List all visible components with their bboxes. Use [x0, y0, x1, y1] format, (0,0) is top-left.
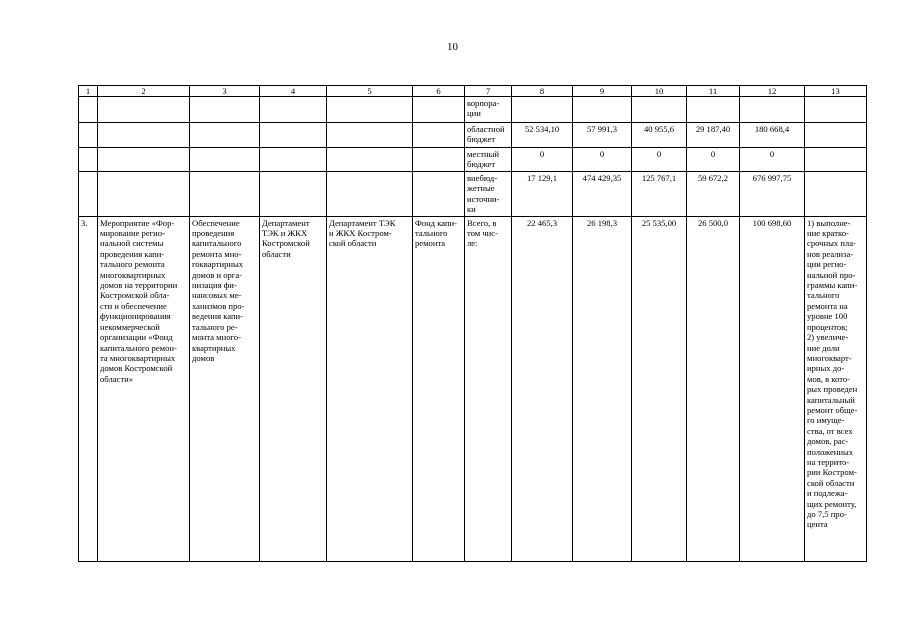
table-cell: 100 698,60: [740, 216, 805, 561]
table-header-row: [79, 86, 867, 97]
table-cell: [260, 148, 327, 172]
table-cell: 0: [687, 148, 740, 172]
table-cell: [327, 123, 413, 148]
table-cell: корпора- ции: [465, 97, 512, 123]
table-cell: [98, 97, 190, 123]
table-cell: 180 668,4: [740, 123, 805, 148]
table-cell: внебюд- жетные источни- ки: [465, 172, 512, 217]
table-cell: [98, 172, 190, 217]
table-cell: [260, 123, 327, 148]
table-cell: 52 534,10: [512, 123, 573, 148]
table-cell: 474 429,35: [573, 172, 632, 217]
table-cell: 125 767,1: [632, 172, 687, 217]
table-cell: [79, 123, 98, 148]
page-number: 10: [447, 41, 458, 53]
column-header: 13: [805, 86, 867, 97]
table-cell: [413, 97, 465, 123]
table-cell: Всего, в том чис- ле:: [465, 216, 512, 561]
table-cell: [805, 148, 867, 172]
column-header: 6: [413, 86, 465, 97]
table-cell: [190, 148, 260, 172]
table-cell: [190, 123, 260, 148]
table-cell: 17 129,1: [512, 172, 573, 217]
column-header: 8: [512, 86, 573, 97]
table-cell: 29 187,40: [687, 123, 740, 148]
table-cell: 3.: [79, 216, 98, 561]
table-cell: 0: [573, 148, 632, 172]
table-cell: 676 997,75: [740, 172, 805, 217]
column-header: 2: [98, 86, 190, 97]
table-cell: [98, 148, 190, 172]
table-cell: [805, 97, 867, 123]
column-header: 1: [79, 86, 98, 97]
table-cell: [79, 148, 98, 172]
table-cell: [687, 97, 740, 123]
table-row: [79, 97, 867, 123]
table-cell: 25 535,00: [632, 216, 687, 561]
table-cell: [632, 97, 687, 123]
table-cell: [413, 172, 465, 217]
column-header: 5: [327, 86, 413, 97]
table-cell: [413, 148, 465, 172]
table-cell: [413, 123, 465, 148]
column-header: 11: [687, 86, 740, 97]
table-row: [79, 148, 867, 172]
table-cell: [190, 172, 260, 217]
table-cell: [327, 172, 413, 217]
table-cell: [260, 97, 327, 123]
table-cell: Департамент ТЭК и ЖКХ Костром- ской области: [327, 216, 413, 561]
table-cell: 22 465,3: [512, 216, 573, 561]
table-cell: [98, 123, 190, 148]
table-row: [79, 216, 867, 561]
table-cell: 26 198,3: [573, 216, 632, 561]
table-cell: [190, 97, 260, 123]
table-cell: 0: [632, 148, 687, 172]
table-cell: 57 991,3: [573, 123, 632, 148]
table-cell: Фонд капи- тального ремонта: [413, 216, 465, 561]
program-table: [78, 85, 867, 562]
column-header: 12: [740, 86, 805, 97]
table-cell: 0: [512, 148, 573, 172]
column-header: 7: [465, 86, 512, 97]
table-cell: [740, 97, 805, 123]
table-cell: 1) выполне- ние кратко- срочных пла- нов реализа- ции регио- нальной про- граммы капи- тального ремонта на уровне 100 процентов; 2) увеличе- ние доли многокварт- ирных до- мов, в кото- рых проведен капитальный ремонт обще- го имуще- ства, от всех домов, рас- положенных на террито- рии Костром- ской области и подлежа- щих ремонту, до 7,5 про- цента: [805, 216, 867, 561]
table-cell: [79, 172, 98, 217]
table-cell: [79, 97, 98, 123]
table-cell: Обеспечение проведения капитального ремонта мно- гоквартирных домов и орга- низация фи- нансовых ме- ханизмов про- ведения капи- тального ре- монта много- квартирных домов: [190, 216, 260, 561]
table-cell: 40 955,6: [632, 123, 687, 148]
column-header: 4: [260, 86, 327, 97]
table-row: [79, 123, 867, 148]
table-cell: [573, 97, 632, 123]
table-cell: Мероприятие «Фор- мирование регио- нальной системы проведения капи- тального ремонта многоквартирных домов на территории Костромской обла- сти и обеспечение функционирования некоммерческой организации «Фонд капитального ремон- та многоквартирных домов Костромской области»: [98, 216, 190, 561]
table-cell: Департамент ТЭК и ЖКХ Костромской области: [260, 216, 327, 561]
table-cell: [260, 172, 327, 217]
table-cell: 26 500,0: [687, 216, 740, 561]
table-cell: местный бюджет: [465, 148, 512, 172]
table-cell: 0: [740, 148, 805, 172]
table-cell: 59 672,2: [687, 172, 740, 217]
table-row: [79, 172, 867, 217]
table-cell: [805, 172, 867, 217]
column-header: 10: [632, 86, 687, 97]
table-cell: [805, 123, 867, 148]
column-header: 9: [573, 86, 632, 97]
column-header: 3: [190, 86, 260, 97]
table-cell: [327, 148, 413, 172]
table-cell: областной бюджет: [465, 123, 512, 148]
table-cell: [512, 97, 573, 123]
table-cell: [327, 97, 413, 123]
